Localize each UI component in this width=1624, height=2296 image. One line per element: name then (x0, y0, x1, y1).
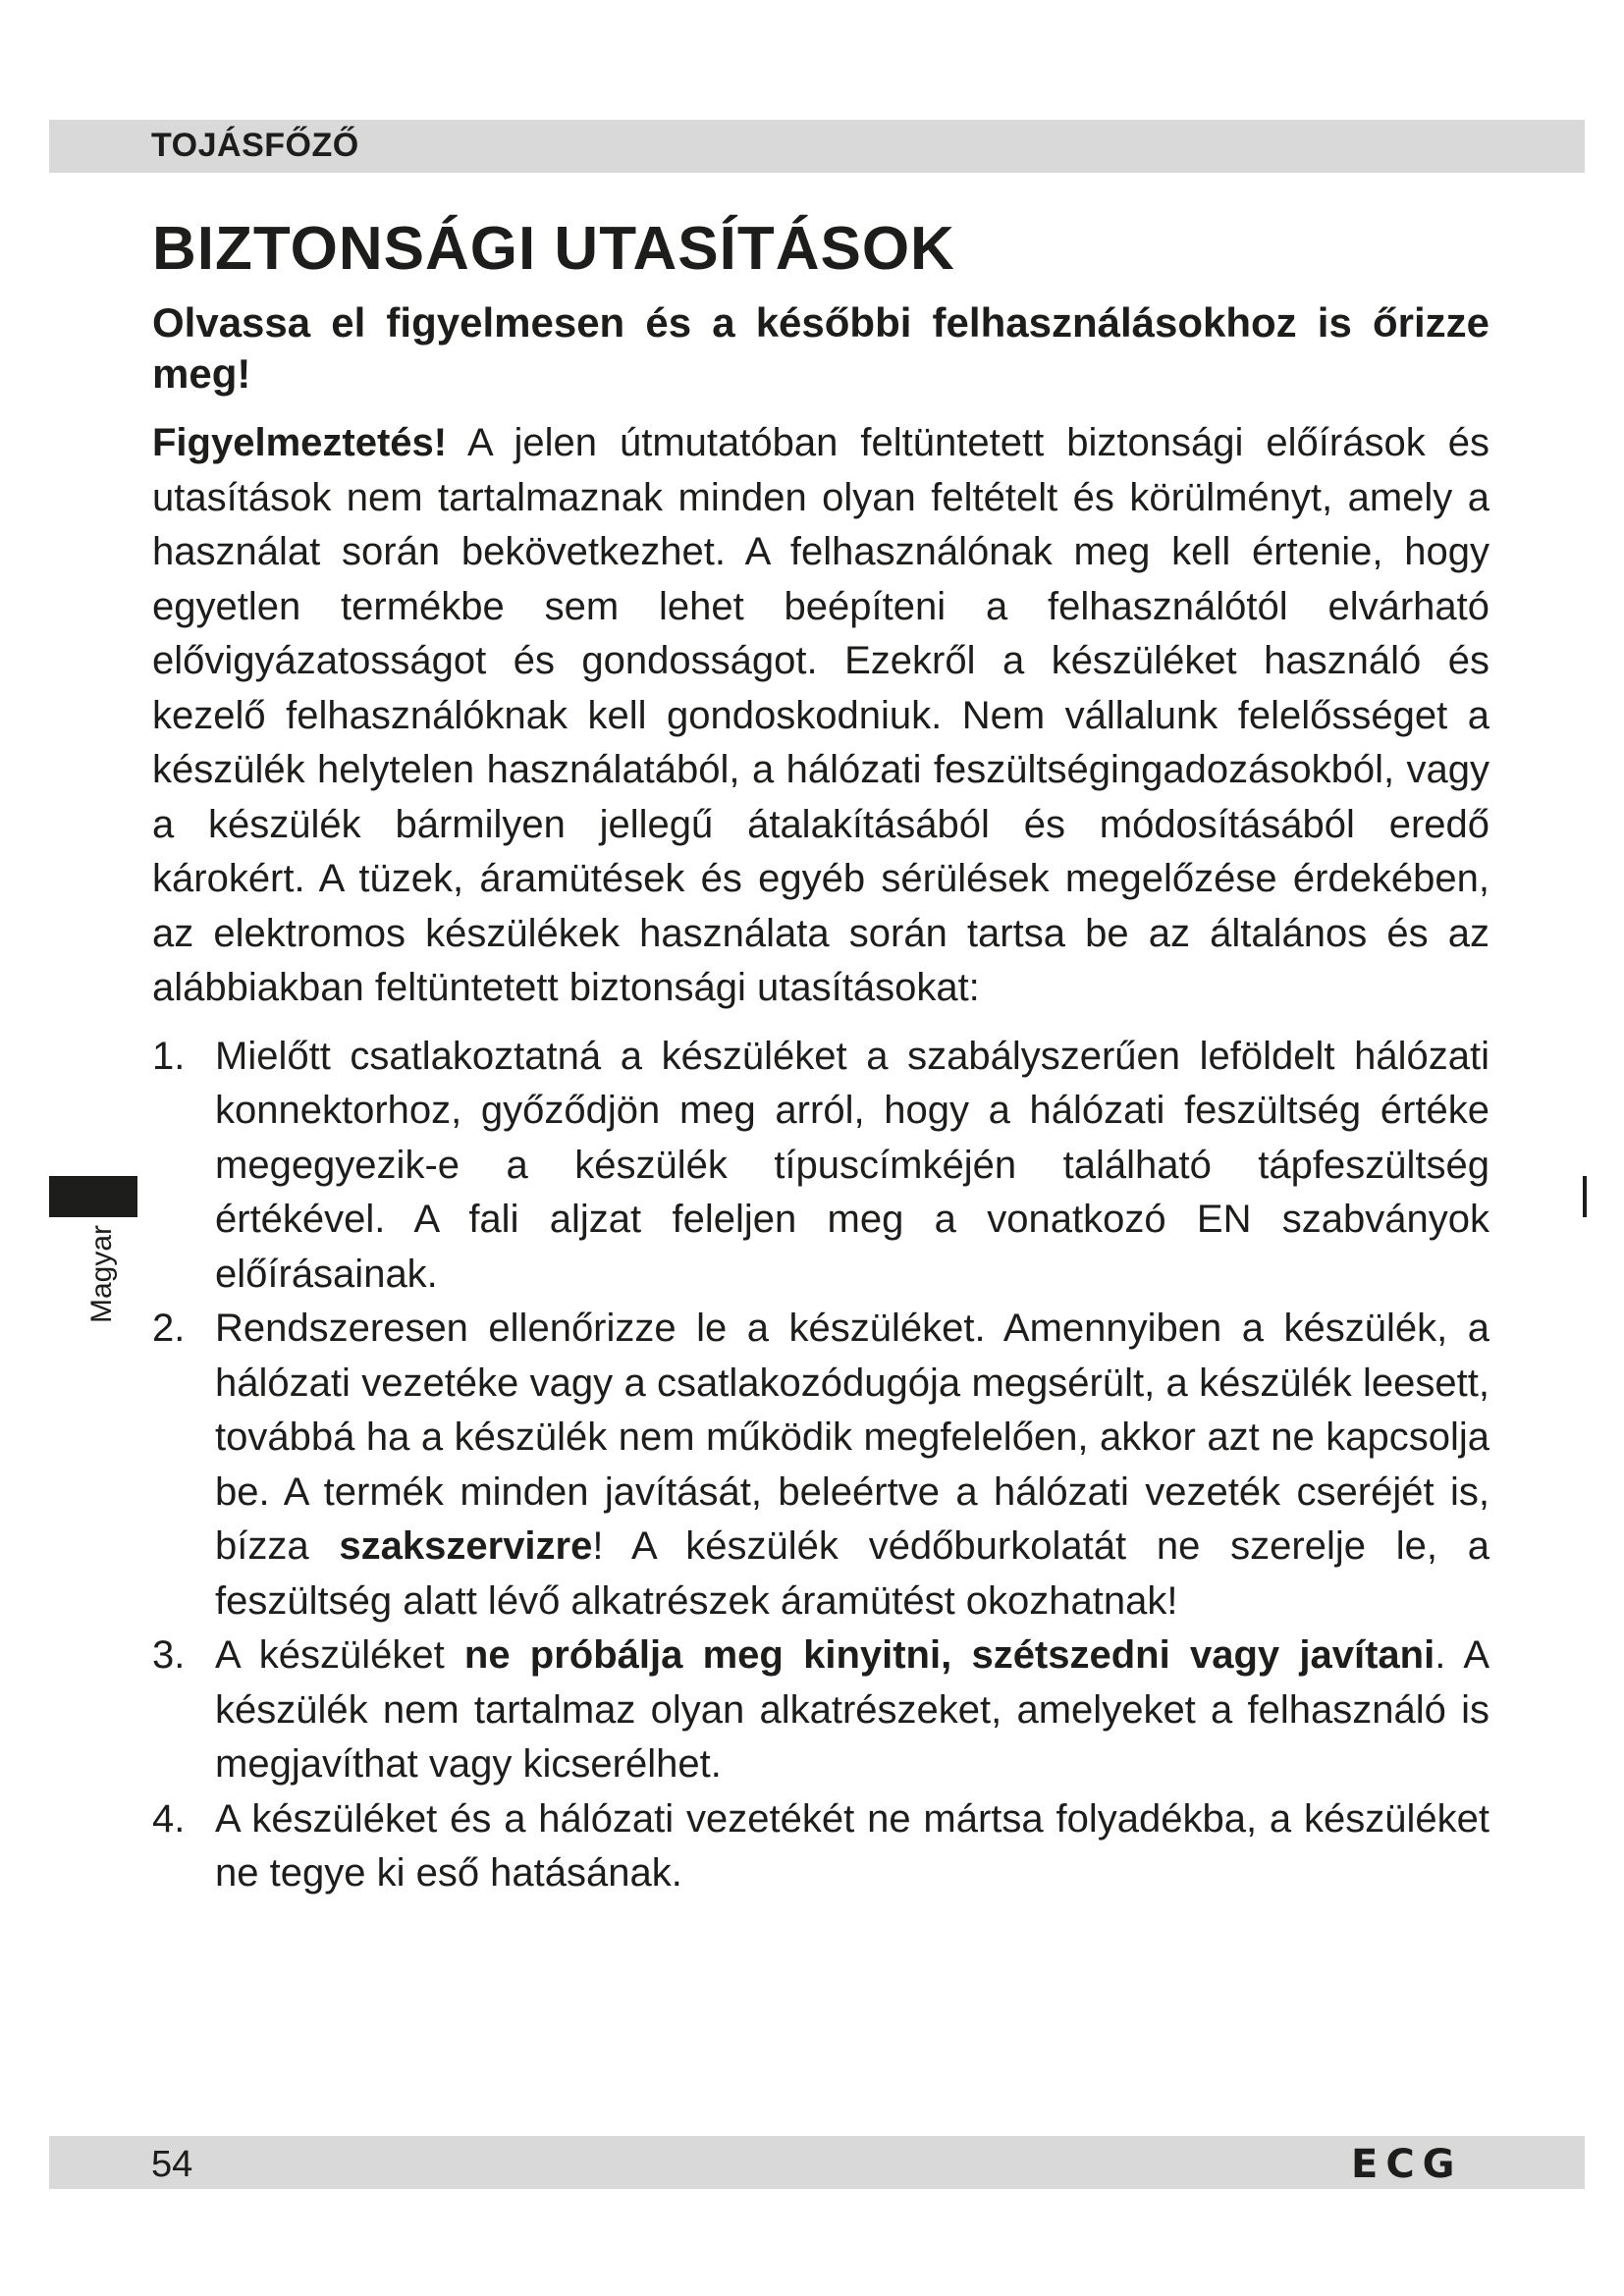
page-number: 54 (151, 2144, 193, 2185)
list-item-number: 2. (152, 1307, 186, 1350)
list-item-number: 4. (152, 1796, 186, 1841)
list-item (152, 1792, 1489, 1901)
list-item-number: 1. (152, 1034, 186, 1078)
margin-mark (1583, 1176, 1587, 1217)
list-item-text: . A készülék nem tartalmaz olyan alkatrészeket, amelyeket a felhasználó is megjavíthat vagy kicserélhet. (215, 1633, 1489, 1786)
list-item-text: A készüléket és a hálózati vezetékét ne mártsa folyadékba, a készüléket ne tegye ki eső hatásának. (215, 1796, 1489, 1895)
language-label: Magyar (85, 1224, 118, 1324)
list-item-text: Rendszeresen ellenőrizze le a készüléket. Amennyiben a készülék, a hálózati vezetéke vagy a csatlakozódugója megsérült, a készülék leesett, továbbá ha a készülék nem működik megfelelően, akkor azt ne kapcsolja be. A termék minden javítását, beleértve a hálózati vezeték cseréjét is, bízza (215, 1307, 1489, 1568)
rules-list (152, 1030, 1489, 1901)
language-tab (49, 1176, 137, 1217)
content (152, 416, 1489, 1901)
footer-bar (49, 2136, 1585, 2189)
ecg-logo (1351, 2144, 1510, 2181)
list-item-text: A készüléket (215, 1633, 464, 1677)
intro-paragraph (152, 416, 1489, 1016)
list-item-text: Mielőtt csatlakoztatná a készüléket a szabályszerűen leföldelt hálózati konnektorhoz, győződjön meg arról, hogy a hálózati feszültség értéke megegyezik-e a készülék típuscímkéjén található tápfeszültség értékével. A fali aljzat feleljen meg a vonatkozó EN szabványok előírásainak. (215, 1034, 1489, 1296)
subtitle: Olvassa el figyelmesen és a későbbi felhasználásokhoz is őrizze meg! (152, 299, 1489, 397)
list-item-number: 3. (152, 1633, 186, 1677)
list-item (152, 1629, 1489, 1792)
warning-lead: Figyelmeztetés! (152, 421, 448, 464)
list-item-bold: szakszervizre (339, 1524, 593, 1568)
header-title: TOJÁSFŐZŐ (151, 127, 359, 164)
header-bar (49, 120, 1585, 173)
list-item-bold: ne próbálja meg kinyitni, szétszedni vagy javítani (463, 1633, 1435, 1677)
list-item-text: ! A készülék védőburkolatát ne szerelje le, a feszültség alatt lévő alkatrészek áramütést okozhatnak! (215, 1524, 1490, 1623)
list-item (152, 1030, 1489, 1303)
list-item (152, 1302, 1489, 1629)
page-title: BIZTONSÁGI UTASÍTÁSOK (152, 215, 955, 283)
logo-wordmark: ECG (1351, 2144, 1463, 2181)
intro-text: A jelen útmutatóban feltüntetett biztonsági előírások és utasítások nem tartalmaznak minden olyan feltételt és körülményt, amely a használat során bekövetkezhet. A felhasználónak meg kell értenie, hogy egyetlen termékbe sem lehet beépíteni a felhasználótól elvárható elővigyázatosságot és gondosságot. Ezekről a készüléket használó és kezelő felhasználóknak kell gondoskodniuk. Nem vállalunk felelősséget a készülék helytelen használatából, a hálózati feszültségingadozásokból, vagy a készülék bármilyen jellegű átalakításából és módosításából eredő károkért. A tüzek, áramütések és egyéb sérülések megelőzése érdekében, az elektromos készülékek használata során tartsa be az általános és az alábbiakban feltüntetett biztonsági utasításokat: (152, 421, 1489, 1009)
